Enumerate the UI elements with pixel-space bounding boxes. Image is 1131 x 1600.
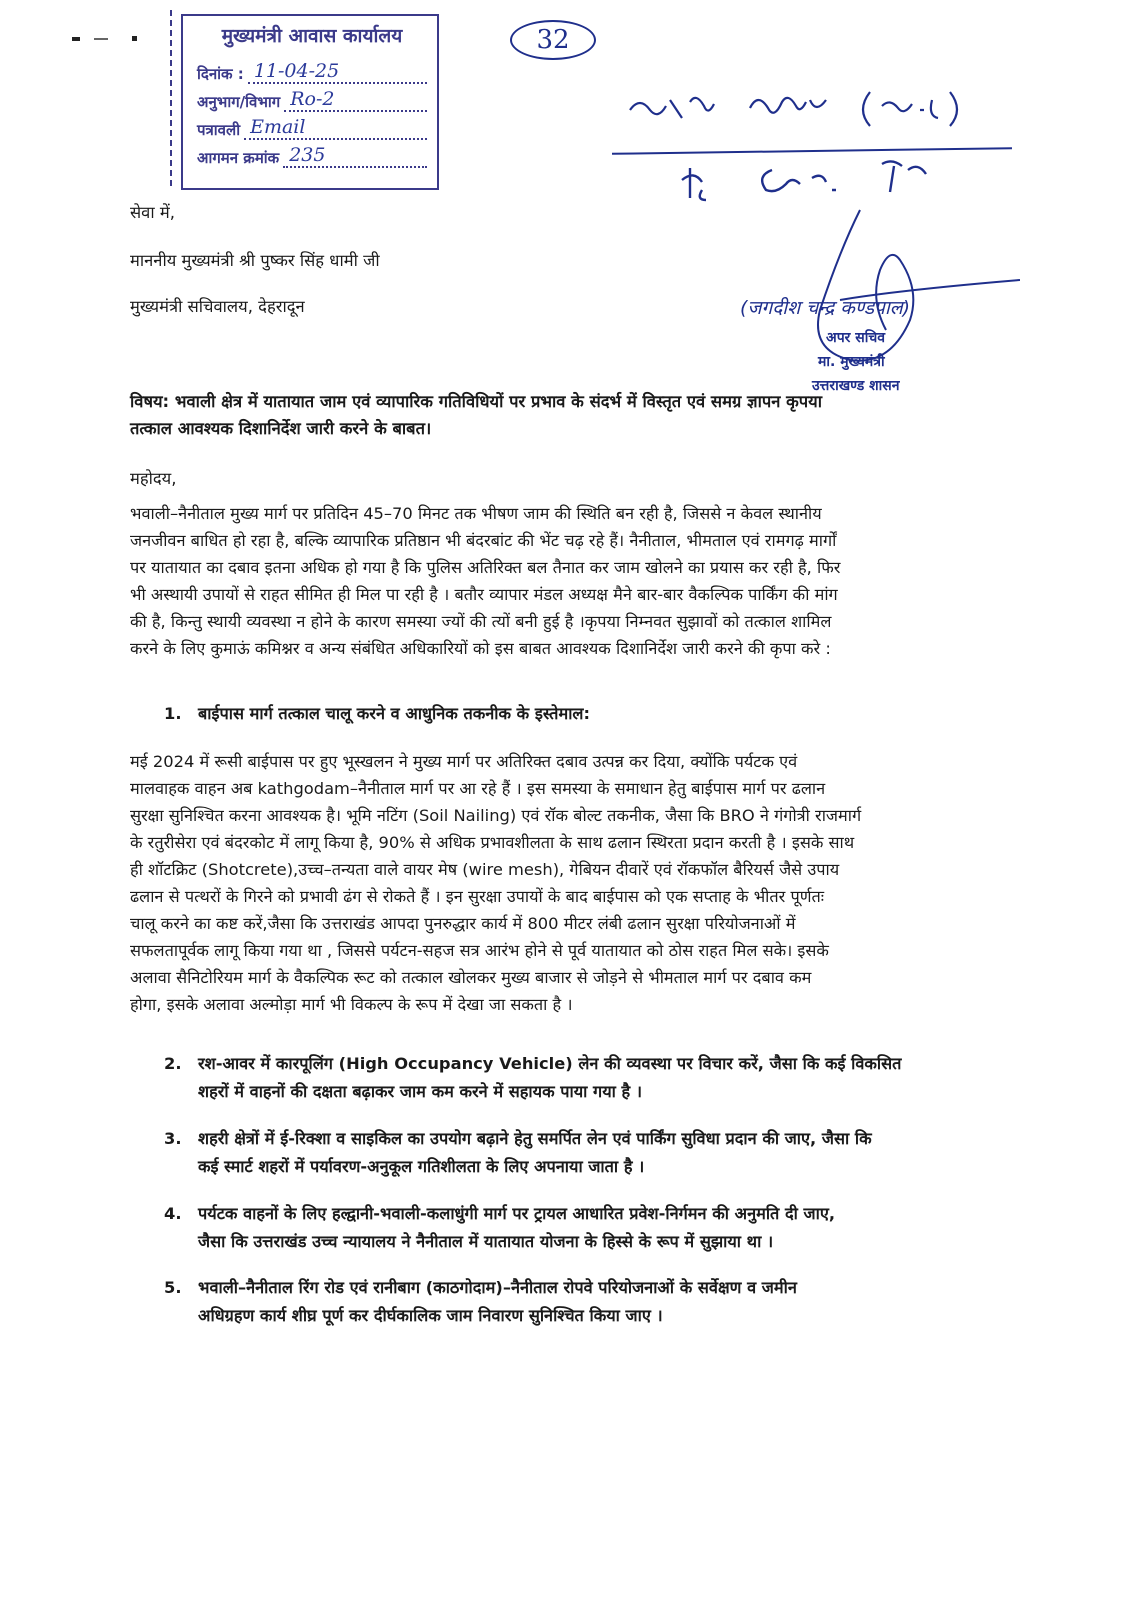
stamp-arrival-label: आगमन क्रमांक (197, 149, 280, 167)
list-item-4 (164, 1200, 1004, 1260)
circled-file-number: 32 (510, 20, 596, 60)
list-number: 3. (164, 1129, 182, 1148)
stray-dash-marks (72, 36, 142, 42)
stamp-file-value: Email (244, 116, 427, 140)
list-line: पर्यटक वाहनों के लिए हल्द्वानी-भवाली-कलाधुंगी मार्ग पर ट्रायल आधारित प्रवेश-निर्गमन की अनुमति दी जाए, (198, 1204, 836, 1223)
signatory-name: (जगदीश चन्द्र कण्डपाल) (740, 297, 911, 319)
paragraph-line: जनजीवन बाधित हो रहा है, बल्कि व्यापारिक प्रतिष्ठान भी बंदरबांट की भेंट चढ़ रहे हैं। नैनीताल, भीमताल एवं रामगढ़ मार्गों (130, 531, 837, 550)
signatory-designation-2: मा. मुख्यमंत्री (818, 354, 885, 370)
paragraph-line: होगा, इसके अलावा अल्मोड़ा मार्ग भी विकल्प के रूप में देखा जा सकता है । (130, 995, 573, 1014)
list-item-1-heading (164, 700, 984, 728)
paragraph-line: की है, किन्तु स्थायी व्यवस्था न होने के कारण समस्या ज्यों की त्यों बनी हुई है ।कृपया निम्नवत सुझावों को तत्काल शामिल (130, 612, 832, 631)
list-item-3 (164, 1125, 1004, 1185)
subject-line-2: तत्काल आवश्यक दिशानिर्देश जारी करने के बाबत। (130, 419, 432, 438)
stamp-section-row (197, 84, 427, 112)
stamp-date-label: दिनांक : (197, 65, 244, 83)
paragraph-line: ही शॉटक्रिट (Shotcrete),उच्च–तन्यता वाले वायर मेष (wire mesh), गेबियन दीवारें एवं रॉकफॉल बैरियर्स जैसे उपाय (130, 860, 840, 879)
list-title: बाईपास मार्ग तत्काल चालू करने व आधुनिक तकनीक के इस्तेमाल: (198, 704, 590, 723)
list-body (198, 1274, 797, 1330)
recipient-name: माननीय मुख्यमंत्री श्री पुष्कर सिंह धामी जी (130, 251, 380, 270)
list-line: शहरी क्षेत्रों में ई-रिक्शा व साइकिल का उपयोग बढ़ाने हेतु समर्पित लेन एवं पार्किंग सुविधा प्रदान की जाए, जैसा कि (198, 1129, 872, 1148)
subject (130, 388, 960, 442)
paragraph-line: ढलान से पत्थरों के गिरने को प्रभावी ढंग से रोकते हैं । इन सुरक्षा उपायों के बाद बाईपास को एक सप्ताह के भीतर पूर्णतः (130, 887, 825, 906)
paragraph-line: के रतुरीसेरा एवं बंदरकोट में लागू किया है, 90% से अधिक प्रभावशीलता के साथ ढलान स्थिरता प्रदान करती है । इसके साथ (130, 833, 855, 852)
greeting: महोदय, (130, 469, 177, 488)
paragraph-line: भी अस्थायी उपायों से राहत सीमित ही मिल पा रही है । बतौर व्यापार मंडल अध्यक्ष मैने बार-बार वैकल्पिक पार्किंग की मांग (130, 585, 838, 604)
paragraph-1 (130, 500, 1000, 662)
paragraph-line: अलावा सैनिटोरियम मार्ग के वैकल्पिक रूट को तत्काल खोलकर मुख्य बाजार से जोड़ने से भीमताल मार्ग पर दबाव कम (130, 968, 812, 987)
list-line: कई स्मार्ट शहरों में पर्यावरण-अनुकूल गतिशीलता के लिए अपनाया जाता है । (198, 1157, 645, 1176)
recipient-office: मुख्यमंत्री सचिवालय, देहरादून (130, 297, 305, 316)
list-number: 5. (164, 1278, 182, 1297)
list-number: 2. (164, 1054, 182, 1073)
stamp-file-row (197, 112, 427, 140)
list-number: 1. (164, 704, 182, 723)
stamp-date-row (197, 56, 427, 84)
signatory-designation-3: उत्तराखण्ड शासन (812, 378, 900, 394)
list-body (198, 1200, 835, 1256)
stamp-arrival-row (197, 140, 427, 168)
list-line: जैसा कि उत्तराखंड उच्च न्यायालय ने नैनीताल में यातायात योजना के हिस्से के रूप में सुझाया था । (198, 1232, 774, 1251)
paragraph-line: मालवाहक वाहन अब kathgodam–नैनीताल मार्ग पर आ रहे हैं । इस समस्या के समाधान हेतु बाईपास मार्ग पर ढलान (130, 779, 826, 798)
paragraph-line: सुरक्षा सुनिश्चित करना आवश्यक है। भूमि नटिंग (Soil Nailing) एवं रॉक बोल्ट तकनीक, जैसा कि BRO ने गंगोत्री राजमार्ग (130, 806, 862, 825)
list-line: अधिग्रहण कार्य शीघ्र पूर्ण कर दीर्घकालिक जाम निवारण सुनिश्चित किया जाए । (198, 1306, 663, 1325)
paragraph-line: पर यातायात का दबाव इतना अधिक हो गया है कि पुलिस अतिरिक्त बल तैनात कर जाम खोलने का प्रयास कर रही है, फिर (130, 558, 841, 577)
list-body (198, 1050, 901, 1106)
paragraph-line: सफलतापूर्वक लागू किया गया था , जिससे पर्यटन-सहज सत्र आरंभ होने से पूर्व यातायात को ठोस राहत मिल सके। इसके (130, 941, 829, 960)
paragraph-line: करने के लिए कुमाऊं कमिश्नर व अन्य संबंधित अधिकारियों को इस बाबत आवश्यक दिशानिर्देश जारी करने की कृपा करे : (130, 639, 831, 658)
paragraph-2 (130, 748, 1010, 1018)
list-number: 4. (164, 1204, 182, 1223)
list-item-5 (164, 1274, 1004, 1334)
stamp-file-label: पत्रावली (197, 121, 241, 139)
list-item-2 (164, 1050, 1004, 1110)
stamp-arrival-value: 235 (283, 144, 427, 168)
list-line: भवाली–नैनीताल रिंग रोड एवं रानीबाग (काठगोदाम)–नैनीताल रोपवे परियोजनाओं के सर्वेक्षण व जमीन (198, 1278, 797, 1297)
receipt-stamp (181, 14, 439, 190)
paragraph-line: मई 2024 में रूसी बाईपास पर हुए भूस्खलन ने मुख्य मार्ग पर अतिरिक्त दबाव उत्पन्न कर दिया, क्योंकि पर्यटक एवं (130, 752, 798, 771)
list-line: रश-आवर में कारपूलिंग (High Occupancy Vehicle) लेन की व्यवस्था पर विचार करें, जैसा कि कई विकसित (198, 1054, 902, 1073)
list-line: शहरों में वाहनों की दक्षता बढ़ाकर जाम कम करने में सहायक पाया गया है । (198, 1082, 643, 1101)
salutation-to: सेवा में, (130, 203, 175, 222)
signatory-designation-1: अपर सचिव (826, 330, 886, 346)
stamp-edge (170, 10, 178, 186)
stamp-section-label: अनुभाग/विभाग (197, 93, 281, 111)
stamp-title: मुख्यमंत्री आवास कार्यालय (221, 25, 403, 47)
stamp-date-value: 11-04-25 (248, 60, 427, 84)
paragraph-line: चालू करने का कष्ट करें,जैसा कि उत्तराखंड आपदा पुनरुद्धार कार्य में 800 मीटर लंबी ढलान सुरक्षा परियोजनाओं में (130, 914, 796, 933)
list-body (198, 1125, 872, 1181)
subject-line-1: विषय: भवाली क्षेत्र में यातायात जाम एवं व्यापारिक गतिविधियों पर प्रभाव के संदर्भ में विस्तृत एवं समग्र ज्ञापन कृपया (130, 392, 823, 411)
paragraph-line: भवाली–नैनीताल मुख्य मार्ग पर प्रतिदिन 45–70 मिनट तक भीषण जाम की स्थिति बन रही है, जिससे न केवल स्थानीय (130, 504, 822, 523)
stamp-section-value: Ro-2 (284, 88, 427, 112)
